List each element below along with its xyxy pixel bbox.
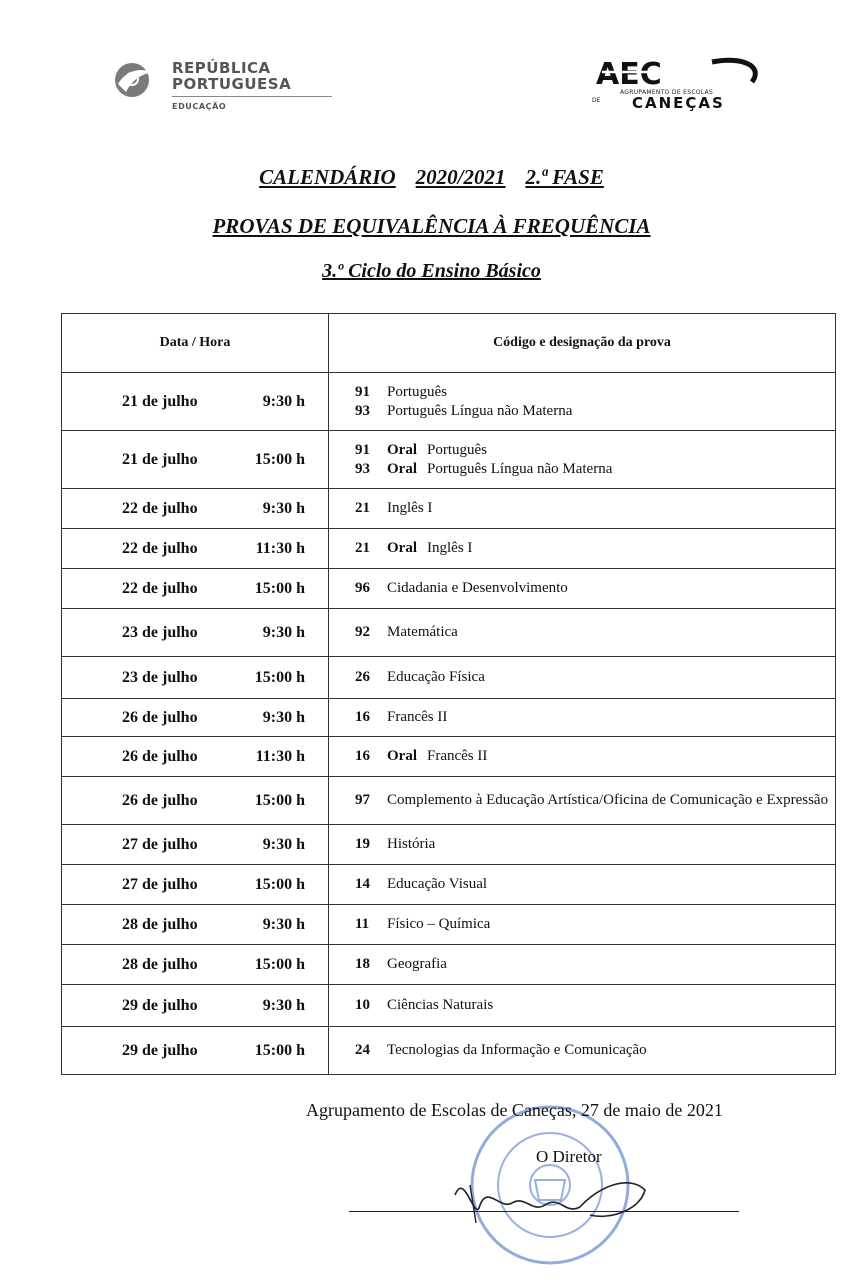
exam-code: 18	[355, 956, 370, 972]
exam-code: 93	[355, 460, 370, 477]
table-row	[62, 985, 836, 1027]
handwritten-signature-icon	[440, 1165, 660, 1235]
exam-code: 19	[355, 836, 370, 852]
exam-time: 15:00 h	[254, 875, 305, 893]
exam-name: Português	[387, 383, 447, 400]
signatory-title: O Diretor	[536, 1147, 602, 1166]
table-row	[62, 699, 836, 737]
exam-time: 11:30 h	[255, 747, 305, 765]
cell-exam	[329, 1027, 836, 1075]
cell-date-time	[62, 431, 329, 489]
exam-entry	[355, 1041, 835, 1060]
exam-entry	[355, 915, 835, 934]
exam-entry	[355, 460, 835, 479]
exam-code: 10	[355, 997, 370, 1013]
exam-entry	[355, 623, 835, 642]
exam-name: Matemática	[387, 624, 458, 640]
cell-exam	[329, 737, 836, 777]
cell-exam	[329, 657, 836, 699]
exam-time: 15:00 h	[254, 791, 305, 809]
exam-entry	[355, 708, 835, 727]
cell-exam	[329, 777, 836, 825]
oral-label: Oral	[387, 441, 417, 458]
exam-code: 16	[355, 709, 370, 725]
cell-date-time	[62, 825, 329, 865]
exam-time: 9:30 h	[262, 996, 305, 1014]
exam-date: 26 de julho	[122, 791, 198, 809]
logo-divider	[172, 96, 332, 97]
logo-text-canecas: CANEÇAS	[632, 94, 725, 112]
calendar-label: CALENDÁRIO	[259, 165, 396, 189]
exam-date: 23 de julho	[122, 623, 198, 641]
exam-code: 91	[355, 383, 370, 400]
table-row	[62, 657, 836, 699]
exam-entry	[355, 875, 835, 894]
exam-name: Inglês I	[387, 500, 433, 516]
table-row	[62, 777, 836, 825]
exam-time: 9:30 h	[262, 915, 305, 933]
cell-exam	[329, 529, 836, 569]
logo-text-educacao: EDUCAÇÃO	[172, 102, 227, 111]
exam-time: 9:30 h	[262, 623, 305, 641]
cell-date-time	[62, 737, 329, 777]
cell-exam	[329, 609, 836, 657]
logo-acronym: AEC	[596, 57, 662, 90]
exam-name: História	[387, 836, 436, 852]
exam-date: 22 de julho	[122, 499, 198, 517]
cell-date-time	[62, 865, 329, 905]
calendar-title	[0, 165, 863, 190]
cell-date-time	[62, 373, 329, 431]
exam-entry	[355, 383, 835, 402]
exam-entry	[355, 539, 835, 558]
cell-exam	[329, 489, 836, 529]
exam-time: 15:00 h	[254, 450, 305, 468]
logo-text-portuguesa: PORTUGUESA	[172, 75, 292, 93]
exam-entry	[355, 955, 835, 974]
aec-logo-mark-icon	[592, 56, 767, 90]
oral-label: Oral	[387, 748, 417, 764]
exam-name: Português	[427, 441, 487, 458]
header-exam: Código e designação da prova	[329, 314, 836, 373]
cell-date-time	[62, 529, 329, 569]
exam-entry	[355, 791, 835, 810]
exam-name: Educação Física	[387, 669, 485, 685]
table-row	[62, 489, 836, 529]
cycle-title: 3.º Ciclo do Ensino Básico	[322, 260, 541, 282]
exam-time: 9:30 h	[262, 835, 305, 853]
oral-label: Oral	[387, 540, 417, 556]
exam-name: Geografia	[387, 956, 447, 972]
exam-name: Francês II	[427, 748, 488, 764]
closing-place-date: Agrupamento de Escolas de Caneças, 27 de maio de 2021	[306, 1100, 723, 1120]
table-header-row	[62, 314, 836, 373]
exam-code: 93	[355, 402, 370, 419]
exam-date: 27 de julho	[122, 835, 198, 853]
exam-code: 96	[355, 580, 370, 596]
cell-date-time	[62, 569, 329, 609]
cell-date-time	[62, 699, 329, 737]
agrupamento-caneças-logo	[592, 56, 767, 116]
logo-text-republica: REPÚBLICA	[172, 59, 271, 77]
exam-code: 97	[355, 792, 370, 808]
exam-schedule-table	[61, 313, 836, 1075]
cell-exam	[329, 699, 836, 737]
cell-date-time	[62, 489, 329, 529]
table-row	[62, 569, 836, 609]
exam-date: 29 de julho	[122, 996, 198, 1014]
exam-name: Português Língua não Materna	[427, 460, 613, 477]
exam-date: 21 de julho	[122, 392, 198, 410]
exam-code: 24	[355, 1042, 370, 1058]
exam-time: 11:30 h	[255, 539, 305, 557]
exam-code: 92	[355, 624, 370, 640]
exam-code: 91	[355, 441, 370, 458]
exam-date: 26 de julho	[122, 747, 198, 765]
exam-name: Inglês I	[427, 540, 473, 556]
exam-time: 15:00 h	[254, 668, 305, 686]
logo-text-de: DE	[592, 97, 601, 104]
cell-exam	[329, 431, 836, 489]
cell-date-time	[62, 945, 329, 985]
exam-date: 27 de julho	[122, 875, 198, 893]
republica-portuguesa-logo	[112, 58, 352, 118]
cell-exam	[329, 985, 836, 1027]
exam-code: 21	[355, 540, 370, 556]
cell-exam	[329, 373, 836, 431]
table-row	[62, 865, 836, 905]
table-row	[62, 905, 836, 945]
exam-entry	[355, 835, 835, 854]
exam-name: Ciências Naturais	[387, 997, 494, 1013]
exam-entry	[355, 579, 835, 598]
exam-entry	[355, 441, 835, 460]
table-row	[62, 737, 836, 777]
exam-time: 15:00 h	[254, 579, 305, 597]
exam-code: 16	[355, 748, 370, 764]
exam-time: 15:00 h	[254, 955, 305, 973]
exam-time: 15:00 h	[254, 1041, 305, 1059]
republica-emblem-icon	[112, 60, 156, 100]
exam-date: 23 de julho	[122, 668, 198, 686]
table-row	[62, 373, 836, 431]
exam-name: Físico – Química	[387, 916, 491, 932]
cell-exam	[329, 945, 836, 985]
exam-code: 11	[355, 916, 370, 932]
exam-entry	[355, 402, 835, 421]
exam-date: 26 de julho	[122, 708, 198, 726]
exam-name: Educação Visual	[387, 876, 488, 892]
cell-date-time	[62, 777, 329, 825]
phase-label: 2.ª FASE	[525, 165, 604, 189]
exam-date: 29 de julho	[122, 1041, 198, 1059]
exam-name: Cidadania e Desenvolvimento	[387, 580, 568, 596]
exam-date: 21 de julho	[122, 450, 198, 468]
table-row	[62, 529, 836, 569]
cell-exam	[329, 865, 836, 905]
exam-type-title: PROVAS DE EQUIVALÊNCIA À FREQUÊNCIA	[212, 214, 651, 238]
exam-date: 28 de julho	[122, 915, 198, 933]
exam-time: 9:30 h	[262, 392, 305, 410]
table-row	[62, 825, 836, 865]
exam-date: 22 de julho	[122, 539, 198, 557]
cell-exam	[329, 825, 836, 865]
exam-code: 14	[355, 876, 370, 892]
exam-name: Complemento à Educação Artística/Oficina de Comunicação e Expressão	[387, 792, 829, 808]
table-row	[62, 1027, 836, 1075]
cell-date-time	[62, 905, 329, 945]
exam-name: Tecnologias da Informação e Comunicação	[387, 1042, 647, 1058]
cell-date-time	[62, 985, 329, 1027]
exam-name: Português Língua não Materna	[387, 402, 573, 419]
header-date-time: Data / Hora	[62, 314, 329, 373]
cell-exam	[329, 569, 836, 609]
exam-name: Francês II	[387, 709, 448, 725]
exam-date: 22 de julho	[122, 579, 198, 597]
table-row	[62, 431, 836, 489]
school-year: 2020/2021	[415, 165, 506, 189]
table-row	[62, 609, 836, 657]
exam-time: 9:30 h	[262, 499, 305, 517]
signature-line	[349, 1211, 739, 1212]
exam-date: 28 de julho	[122, 955, 198, 973]
exam-code: 26	[355, 669, 370, 685]
oral-label: Oral	[387, 460, 417, 477]
exam-entry	[355, 668, 835, 687]
cell-date-time	[62, 609, 329, 657]
exam-code: 21	[355, 500, 370, 516]
table-row	[62, 945, 836, 985]
exam-entry	[355, 499, 835, 518]
exam-entry	[355, 747, 835, 766]
cell-date-time	[62, 1027, 329, 1075]
logo-text-agrupamento: AGRUPAMENTO DE ESCOLAS	[620, 89, 714, 96]
exam-time: 9:30 h	[262, 708, 305, 726]
cell-date-time	[62, 657, 329, 699]
exam-entry	[355, 996, 835, 1015]
cell-exam	[329, 905, 836, 945]
